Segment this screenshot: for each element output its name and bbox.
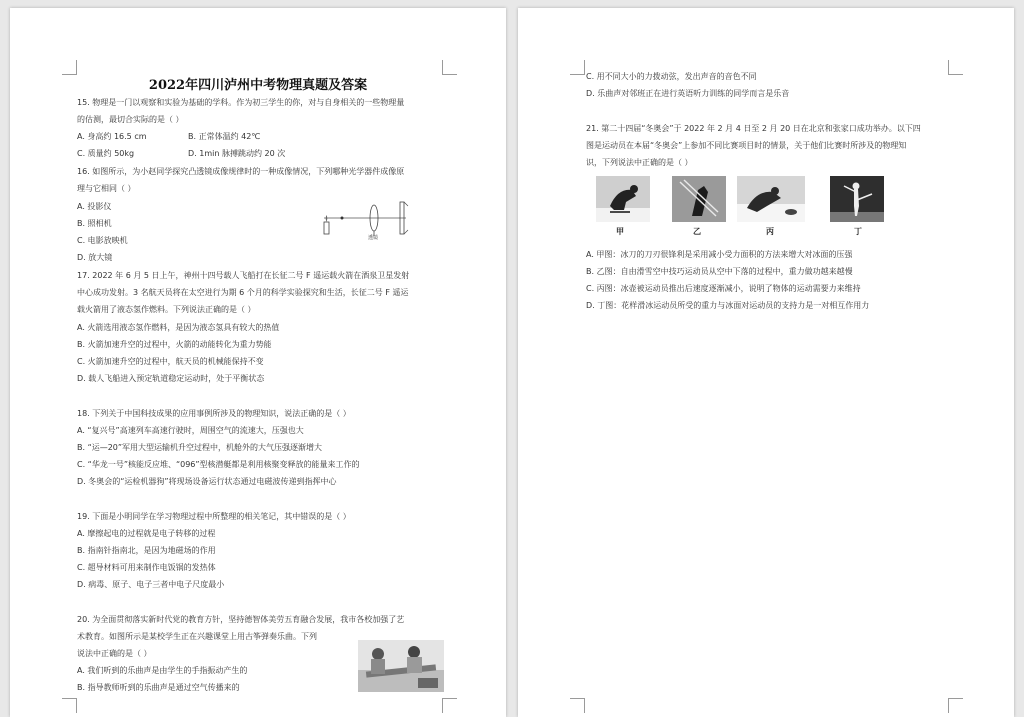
question-17-stem: 17. 2022 年 6 月 5 日上午，神州十四号载人飞船打在长征二号 F 遥运载火箭在酒泉卫星发射 [77,271,410,280]
question-17-stem: 中心成功发射。3 名航天员将在太空进行为期 6 个月的科学实验探究和生活，长征二号 F 遥运 [77,288,409,297]
question-20-option-b: B. 指导教师听到的乐曲声是通过空气传播来的 [77,683,240,692]
question-18-option-a: A. “复兴号”高速列车高速行驶时，周围空气的流速大，压强也大 [77,426,304,435]
question-17-option-d: D. 载人飞船进入预定轨道稳定运动时，处于平衡状态 [77,374,265,383]
question-21-stem: 21. 第二十四届“冬奥会”于 2022 年 2 月 4 日至 2 月 20 日在北京和张家口成功举办。以下四 [586,124,921,133]
question-16-stem: 16. 如图所示，为小赵同学探究凸透镜成像规律时的一种成像情况，下列哪种光学器件成像原 [77,167,405,176]
page-corner-mark [62,698,77,713]
question-19-option-d: D. 病毒、原子、电子三者中电子尺度最小 [77,580,225,589]
question-15-stem: 15. 物理是一门以观察和实验为基础的学科。作为初三学生的你，对与自身相关的一些物理量 [77,98,405,107]
question-17-stem: 载火箭用了液态氢作燃料。下列说法正确的是（ ） [77,305,256,314]
question-16-option-a: A. 投影仪 [77,202,112,211]
question-18-option-d: D. 冬奥会的“运检机器狗”将现场设备运行状态通过电磁波传递到指挥中心 [77,477,337,486]
page-corner-mark [948,698,963,713]
question-21-option-a: A. 甲图：冰刀的刀刃很锋利是采用减小受力面积的方法来增大对冰面的压强 [586,250,853,259]
question-18-option-c: C. “华龙一号”核能反应堆、“096”型核潜艇都是利用核聚变释放的能量来工作的 [77,460,360,469]
document-title: 2022年四川泸州中考物理真题及答案 [148,78,368,93]
question-19-stem: 19. 下面是小明同学在学习物理过程中所整理的相关笔记，其中错误的是（ ） [77,512,351,521]
question-17-option-c: C. 火箭加速升空的过程中，航天员的机械能保持不变 [77,357,264,366]
photo-label-bing: 丙 [766,227,774,236]
question-21-stem: 识，下列说法中正确的是（ ） [586,158,693,167]
question-20-stem: 说法中正确的是（ ） [77,649,152,658]
page-corner-mark [570,60,585,75]
lens-experiment-figure [320,198,410,240]
photo-speed-skating [596,176,650,222]
page-corner-mark [570,698,585,713]
question-18-option-b: B. “运—20”军用大型运输机升空过程中，机舱外的大气压强逐渐增大 [77,443,323,452]
photo-label-ding: 丁 [854,227,862,236]
photo-label-jia: 甲 [616,227,624,236]
question-16-stem: 理与它相同（ ） [77,184,136,193]
question-19-option-c: C. 超导材料可用来制作电饭锅的发热体 [77,563,216,572]
photo-curling [737,176,805,222]
question-15-option-c: C. 质量约 50kg [77,149,135,158]
photo-freestyle-skiing [672,176,726,222]
document-page-left [10,8,506,717]
question-20-stem: 20. 为全面贯彻落实新时代党的教育方针，坚持德智体美劳五育融合发展，我市各校加强了艺 [77,615,405,624]
photo-label-yi: 乙 [693,227,701,236]
lens-figure-label: 透镜 [368,235,379,240]
document-page-right [518,8,1014,717]
question-18-stem: 18. 下列关于中国科技成果的应用事例所涉及的物理知识，说法正确的是（ ） [77,409,351,418]
question-20-option-d: D. 乐曲声对邻班正在进行英语听力训练的同学而言是乐音 [586,89,790,98]
page-corner-mark [442,698,457,713]
question-20-option-c: C. 用不同大小的力拨动弦，发出声音的音色不同 [586,72,757,81]
question-15-option-b: B. 正常体温约 42℃ [188,132,261,141]
question-15-stem: 的估测，最切合实际的是（ ） [77,115,184,124]
question-21-option-c: C. 丙图：冰壶被运动员推出后速度逐渐减小，说明了物体的运动需要力来维持 [586,284,861,293]
question-15-option-a: A. 身高约 16.5 cm [77,132,147,141]
question-21-option-d: D. 丁图：花样滑冰运动员所受的重力与冰面对运动员的支持力是一对相互作用力 [586,301,870,310]
question-19-option-a: A. 摩擦起电的过程就是电子转移的过程 [77,529,216,538]
question-20-option-a: A. 我们听到的乐曲声是由学生的手指振动产生的 [77,666,248,675]
question-15-option-d: D. 1min 脉搏跳动约 20 次 [188,149,286,158]
guzheng-photo [358,640,444,692]
question-21-stem: 图是运动员在本届“冬奥会”上参加不同比赛项目时的情景，关于他们比赛时所涉及的物理知 [586,141,907,150]
question-19-option-b: B. 指南针指南北，是因为地磁场的作用 [77,546,216,555]
page-corner-mark [62,60,77,75]
question-16-option-d: D. 放大镜 [77,253,113,262]
question-20-stem: 术教育。如图所示是某校学生正在兴趣课堂上用古筝弹奏乐曲。下列 [77,632,317,641]
question-21-option-b: B. 乙图：自由滑雪空中技巧运动员从空中下落的过程中，重力做功越来越慢 [586,267,853,276]
question-16-option-c: C. 电影放映机 [77,236,128,245]
photo-figure-skating [830,176,884,222]
page-corner-mark [442,60,457,75]
question-17-option-b: B. 火箭加速升空的过程中，火箭的动能转化为重力势能 [77,340,272,349]
page-corner-mark [948,60,963,75]
question-16-option-b: B. 照相机 [77,219,112,228]
question-17-option-a: A. 火箭选用液态氢作燃料，是因为液态氢具有较大的热值 [77,323,280,332]
